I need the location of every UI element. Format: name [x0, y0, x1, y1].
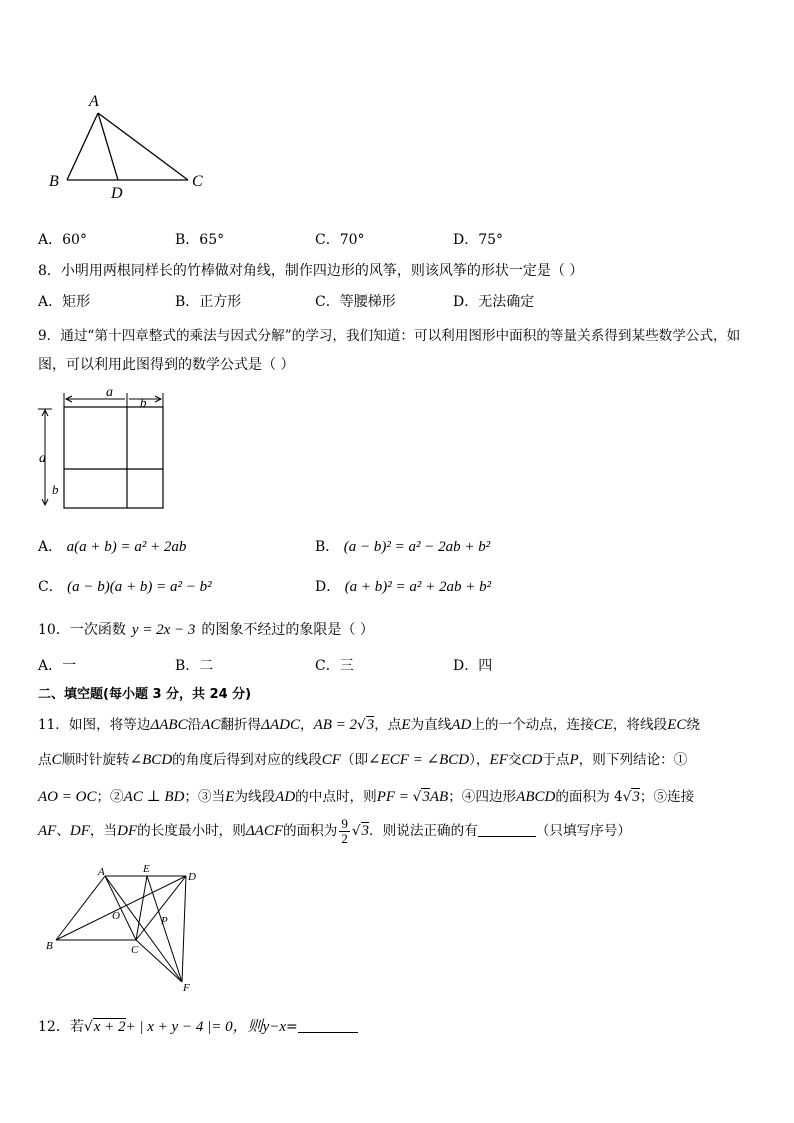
fig11-label-d: D [188, 871, 196, 883]
triangle-abc-figure [40, 88, 220, 200]
q8-stem: 8．小明用两根同样长的竹棒做对角线，制作四边形的风筝，则该风筝的形状一定是（ ） [38, 263, 584, 279]
label-c: C [192, 173, 203, 190]
q11-answer-blank[interactable] [478, 836, 536, 837]
label-b-top: b [140, 395, 147, 410]
q11-line-1: 11．如图，将等边ΔABC沿AC翻折得ΔADC，AB = 2√3，点E为直线AD上的一个动点，连接CE，将线段EC绕 [38, 717, 700, 733]
q10-option-d[interactable]: D．四 [453, 658, 493, 674]
q11-line-2: 点C顺时针旋转∠BCD的角度后得到对应的线段CF（即∠ECF = ∠BCD），EF交CD于点P，则下列结论：① [38, 752, 688, 768]
q12-stem: 12．若√x + 2+ | x + y − 4 |= 0，则y−x= [38, 1015, 358, 1036]
fig11-label-p: P [161, 915, 168, 927]
q9-stem-line2: 图，可以利用此图得到的数学公式是（ ） [38, 357, 295, 373]
q10-option-c[interactable]: C．三 [315, 658, 354, 674]
q11-line-3: AO = OC；②AC ⊥ BD；③当E为线段AD的中点时，则PF = √3AB；④四边形ABCD的面积为 4√3；⑤连接 [38, 789, 695, 805]
label-a: A [89, 93, 99, 110]
q8-option-b[interactable]: B．正方形 [175, 294, 242, 310]
q9-option-d[interactable]: D． (a + b)² = a² + 2ab + b² [315, 579, 492, 595]
label-b: B [49, 173, 59, 190]
q10-option-b[interactable]: B．二 [175, 658, 214, 674]
q7-option-c[interactable]: C．70° [315, 232, 365, 248]
q10-stem: 10．一次函数 y = 2x − 3 的图象不经过的象限是（ ） [38, 622, 374, 638]
fig11-label-o: O [112, 910, 120, 922]
q9-option-b[interactable]: B． (a − b)² = a² − 2ab + b² [315, 539, 491, 555]
q12-answer-blank[interactable] [298, 1032, 358, 1033]
fig11-label-a: A [98, 866, 105, 878]
q9-stem-line1: 9．通过“第十四章整式的乘法与因式分解”的学习，我们知道：可以利用图形中面积的等量关系得到某些数学公式，如 [38, 328, 741, 344]
q7-option-a[interactable]: A．60° [38, 232, 87, 248]
fig11-label-c: C [131, 944, 139, 956]
q11-line-4: AF、DF，当DF的长度最小时，则ΔACF的面积为 $\frac{9}{2}$ √3．则说法正确的有 （只填写序号） [38, 816, 631, 846]
q8-option-d[interactable]: D．无法确定 [453, 294, 535, 310]
q10-option-a[interactable]: A．一 [38, 658, 77, 674]
q7-option-d[interactable]: D．75° [453, 232, 504, 248]
fraction-9-2: $\frac{9}{2}$ [341, 816, 348, 846]
label-a-top: a [106, 385, 113, 400]
label-b-left: b [52, 482, 59, 497]
q9-option-a[interactable]: A． a(a + b) = a² + 2ab [38, 539, 187, 555]
q8-option-a[interactable]: A．矩形 [38, 294, 91, 310]
section-2-title: 二、填空题(每小题 3 分，共 24 分) [38, 687, 252, 702]
label-a-left: a [39, 451, 46, 466]
q8-option-c[interactable]: C．等腰梯形 [315, 294, 396, 310]
fig11-label-b: B [46, 940, 53, 952]
q9-option-c[interactable]: C． (a − b)(a + b) = a² − b² [38, 579, 212, 595]
rhombus-rotation-figure [40, 858, 210, 996]
fig11-label-f: F [183, 982, 190, 994]
label-d: D [111, 185, 123, 200]
q7-option-b[interactable]: B．65° [175, 232, 225, 248]
fig11-label-e: E [143, 863, 150, 875]
area-square-figure [32, 383, 172, 511]
